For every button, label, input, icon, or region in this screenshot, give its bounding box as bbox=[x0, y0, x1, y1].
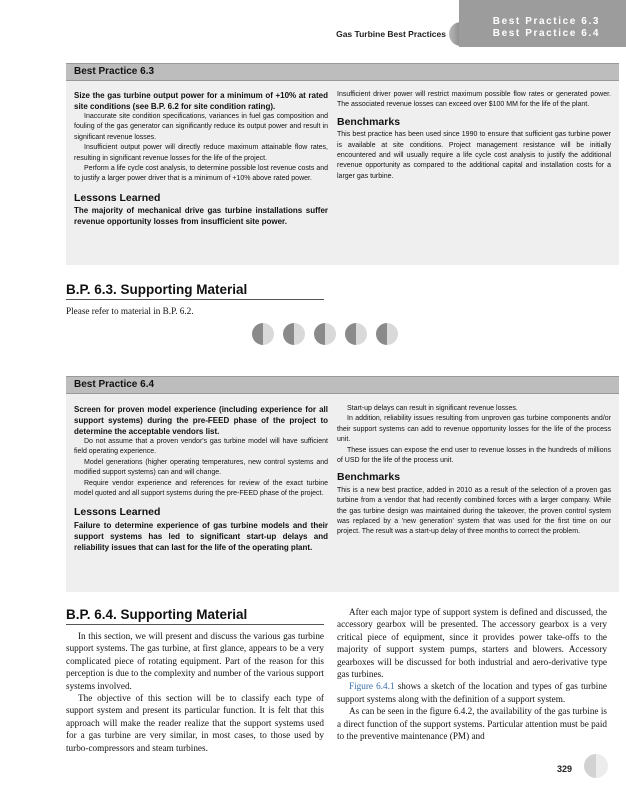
section-6-4-right-para-1: After each major type of support system is defined and discussed, the accessory gearbox will be presented. The accessory gearbox is a very critical piece of equipment, since it provides power take-offs to the majority of support system pumps, starters and blowers. Accessory gearboxes will be discussed for both industrial and aero-derivative type gas turbines. bbox=[337, 607, 607, 680]
section-6-4-right-para-3: As can be seen in the figure 6.4.2, the availability of the gas turbine is a direct function of the support systems. Particular attention must be paid to the preventive maintenance (PM) and bbox=[337, 706, 607, 742]
separator-circle-icon bbox=[345, 323, 367, 345]
section-6-4-right-para-2 bbox=[337, 680, 607, 705]
bp-6-3-left-column bbox=[74, 90, 328, 227]
bp-6-4-benchmarks-text: This is a new best practice, added in 2010 as a result of the selection of a proven gas turbine from a vendor that had recently combined forces with a larger company. While the gas turbine design was maintained during the takeover, the proven control system was replaced by a 'new generation' system that was used for the first time on our project. The result was a start-up delay of three months to correct the problem. bbox=[337, 486, 611, 536]
band-line-1: Best Practice 6.3 bbox=[492, 16, 600, 27]
bp-6-4-left-column bbox=[74, 404, 328, 553]
page-circle-icon bbox=[584, 754, 608, 778]
section-6-4-rule bbox=[66, 624, 324, 625]
bp-6-3-lessons-text: The majority of mechanical drive gas turbine installations suffer revenue opportunity losses from insufficient site power. bbox=[74, 206, 328, 227]
band-line-2: Best Practice 6.4 bbox=[492, 28, 600, 39]
header-band-text bbox=[490, 16, 600, 40]
bp-6-3-title-bar bbox=[66, 63, 619, 81]
section-6-4-right-column bbox=[337, 606, 607, 742]
bp-6-4-title-bar bbox=[66, 376, 619, 394]
bp-6-4-benchmarks-heading: Benchmarks bbox=[337, 471, 401, 484]
bp-6-3-benchmarks-heading: Benchmarks bbox=[337, 115, 401, 128]
bp-6-3-right-column bbox=[337, 90, 611, 182]
bp-6-3-benchmarks-text: This best practice has been used since 1990 to ensure that sufficient gas turbine power is available at site conditions. Project management resistance will be initially encountered and will usually require a life cycle cost analysis to justify the additional revenue opportunity as compared to the additional capital and installation costs for a larger gas turbine. bbox=[337, 131, 611, 180]
section-6-3-rule bbox=[66, 299, 324, 300]
figure-6-4-1-link[interactable]: Figure 6.4.1 bbox=[349, 681, 395, 692]
bp-6-4-para-2: Model generations (higher operating temperatures, new control systems and modified support systems) can and will change. bbox=[74, 458, 328, 477]
section-6-4-left-para-2: The objective of this section will be to classify each type of support system and present its particular function. It is felt that this approach will make the reader realize that the support systems used for a gas turbine are very similar, in most cases, to those used by turbo-compressors and steam turbines. bbox=[66, 693, 324, 753]
bp-6-4-right-para-2: In addition, reliability issues resulting from unproven gas turbine components and/or their support systems can add to revenue opportunity losses for the life of the process unit. bbox=[337, 415, 611, 444]
best-practice-6-4-box bbox=[66, 376, 619, 592]
bp-6-4-lessons-text: Failure to determine experience of gas turbine models and their support systems has led to significant start-up delays and reliability issues that can last for the life of the operating plant. bbox=[74, 520, 328, 552]
bp-6-4-lead: Screen for proven model experience (including experience for all support systems) during the pre-FEED phase of the project to determine the acceptable vendors list. bbox=[74, 405, 328, 436]
bp-6-3-title: Best Practice 6.3 bbox=[74, 66, 155, 77]
bp-6-3-para-1: Inaccurate site condition specifications, variances in fuel gas composition and fouling of the gas generator can significantly reduce its output power and result in significant revenue losses. bbox=[74, 113, 328, 141]
bp-6-4-right-para-3: These issues can expose the end user to revenue losses in the hundreds of millions of USD for the life of the process unit. bbox=[337, 446, 611, 465]
separator-circle-icon bbox=[252, 323, 274, 345]
section-6-4-left-para-1: In this section, we will present and discuss the various gas turbine support systems. The gas turbine, at first glance, appears to be a very complicated piece of rotating equipment. Part of the reason for this perception is due to the complexity and number of the various support systems involved. bbox=[66, 631, 324, 691]
section-6-4-right-para-2-text: shows a sketch of the location and types of gas turbine support systems along with the definition of a support system. bbox=[337, 681, 608, 704]
section-6-4-left-column bbox=[66, 630, 324, 754]
section-6-3-text: Please refer to material in B.P. 6.2. bbox=[66, 306, 194, 316]
bp-6-4-right-column bbox=[337, 404, 611, 538]
bp-6-3-right-para-1: Insufficient driver power will restrict maximum possible flow rates or generated power. The associated revenue losses can exceed over $100 MM for the life of the plant. bbox=[337, 91, 611, 109]
section-6-4-heading: B.P. 6.4. Supporting Material bbox=[66, 607, 248, 622]
bp-6-4-para-3: Require vendor experience and references for review of the exact turbine model quoted and all support systems during the pre-FEED phase of the project. bbox=[74, 479, 328, 498]
bp-6-3-lead: Size the gas turbine output power for a minimum of +10% at rated site conditions (see B.P. 6.2 for site condition rating). bbox=[74, 91, 328, 111]
separator-circle-icon bbox=[314, 323, 336, 345]
bp-6-3-para-3: Perform a life cycle cost analysis, to determine possible lost revenue costs and to justify a larger power driver that is a minimum of +10% above rated power. bbox=[74, 165, 328, 183]
section-6-3-heading: B.P. 6.3. Supporting Material bbox=[66, 282, 248, 297]
page-number: 329 bbox=[557, 764, 573, 774]
bp-6-4-title: Best Practice 6.4 bbox=[74, 379, 155, 390]
separator-circle-icon bbox=[376, 323, 398, 345]
running-header-title: Gas Turbine Best Practices bbox=[336, 29, 446, 39]
best-practice-6-3-box bbox=[66, 63, 619, 265]
separator-circle-icon bbox=[283, 323, 305, 345]
bp-6-4-lessons-heading: Lessons Learned bbox=[74, 506, 161, 519]
bp-6-4-right-para-1: Start-up delays can result in significant revenue losses. bbox=[347, 405, 518, 412]
bp-6-3-lessons-heading: Lessons Learned bbox=[74, 191, 161, 204]
bp-6-3-para-2: Insufficient output power will directly reduce maximum attainable flow rates, resulting in significant revenue losses for the life of the project. bbox=[74, 144, 328, 162]
bp-6-4-para-1: Do not assume that a proven vendor's gas turbine model will have sufficient field operating experience. bbox=[74, 438, 328, 456]
